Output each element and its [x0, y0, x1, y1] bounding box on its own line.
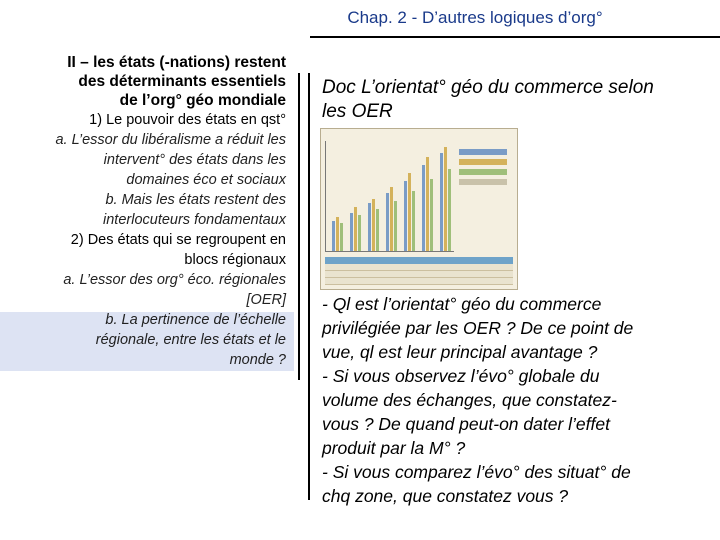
outline-heading-line-3: de l’org° géo mondiale	[119, 92, 286, 109]
header-divider	[310, 36, 720, 38]
question-line: - Si vous comparez l’évo° des situat° de	[322, 462, 631, 482]
outline-sub-2-line-2: blocs régionaux	[184, 252, 286, 268]
page-title: Chap. 2 - D’autres logiques d’org°	[347, 8, 603, 27]
outline-1b-line-2: interlocuteurs fondamentaux	[103, 212, 286, 228]
question-line: volume des échanges, que constatez-	[322, 390, 617, 410]
question-line: chq zone, que constatez vous ?	[322, 486, 569, 506]
outline-2b-line-3: monde ?	[229, 352, 286, 368]
document-title-line-2: les OER	[322, 101, 393, 122]
figure-legend-thumbnail	[459, 149, 511, 205]
outline-2b-line-1: b. La pertinence de l’échelle	[105, 312, 286, 328]
document-figure-thumbnail	[320, 128, 518, 290]
question-line: privilégiée par les OER ? De ce point de	[322, 318, 634, 338]
outline-heading-line-2: des déterminants essentiels	[78, 73, 286, 90]
document-title	[322, 76, 712, 124]
outline-1a-line-3: domaines éco et sociaux	[126, 172, 286, 188]
outline-1a-line-2: intervent° des états dans les	[103, 152, 286, 168]
question-line: - Si vous observez l’évo° globale du	[322, 366, 600, 386]
question-line: - Ql est l’orientat° géo du commerce	[322, 294, 602, 314]
outline-1b-line-1: b. Mais les états restent des	[105, 192, 286, 208]
left-vertical-divider	[298, 73, 300, 380]
outline-heading-line-1: II – les états (-nations) restent	[67, 54, 286, 71]
outline-1a-line-1: a. L’essor du libéralisme a réduit les	[55, 132, 286, 148]
question-line: vue, ql est leur principal avantage ?	[322, 342, 598, 362]
right-vertical-divider	[308, 73, 310, 500]
document-title-line-1: Doc L’orientat° géo du commerce selon	[322, 77, 654, 98]
figure-bar-chart-thumbnail	[325, 141, 454, 252]
question-line: produit par la M° ?	[322, 438, 466, 458]
outline-sub-1: 1) Le pouvoir des états en qst°	[89, 112, 286, 128]
outline-panel	[28, 53, 286, 370]
outline-2b-line-2: régionale, entre les états et le	[95, 332, 286, 348]
questions-block	[322, 292, 712, 508]
figure-table-thumbnail	[325, 257, 513, 285]
outline-sub-2-line-1: 2) Des états qui se regroupent en	[70, 232, 286, 248]
outline-2a-line-1: a. L’essor des org° éco. régionales	[63, 272, 286, 288]
outline-2a-line-2: [OER]	[246, 292, 286, 308]
question-line: vous ? De quand peut-on dater l’effet	[322, 414, 610, 434]
